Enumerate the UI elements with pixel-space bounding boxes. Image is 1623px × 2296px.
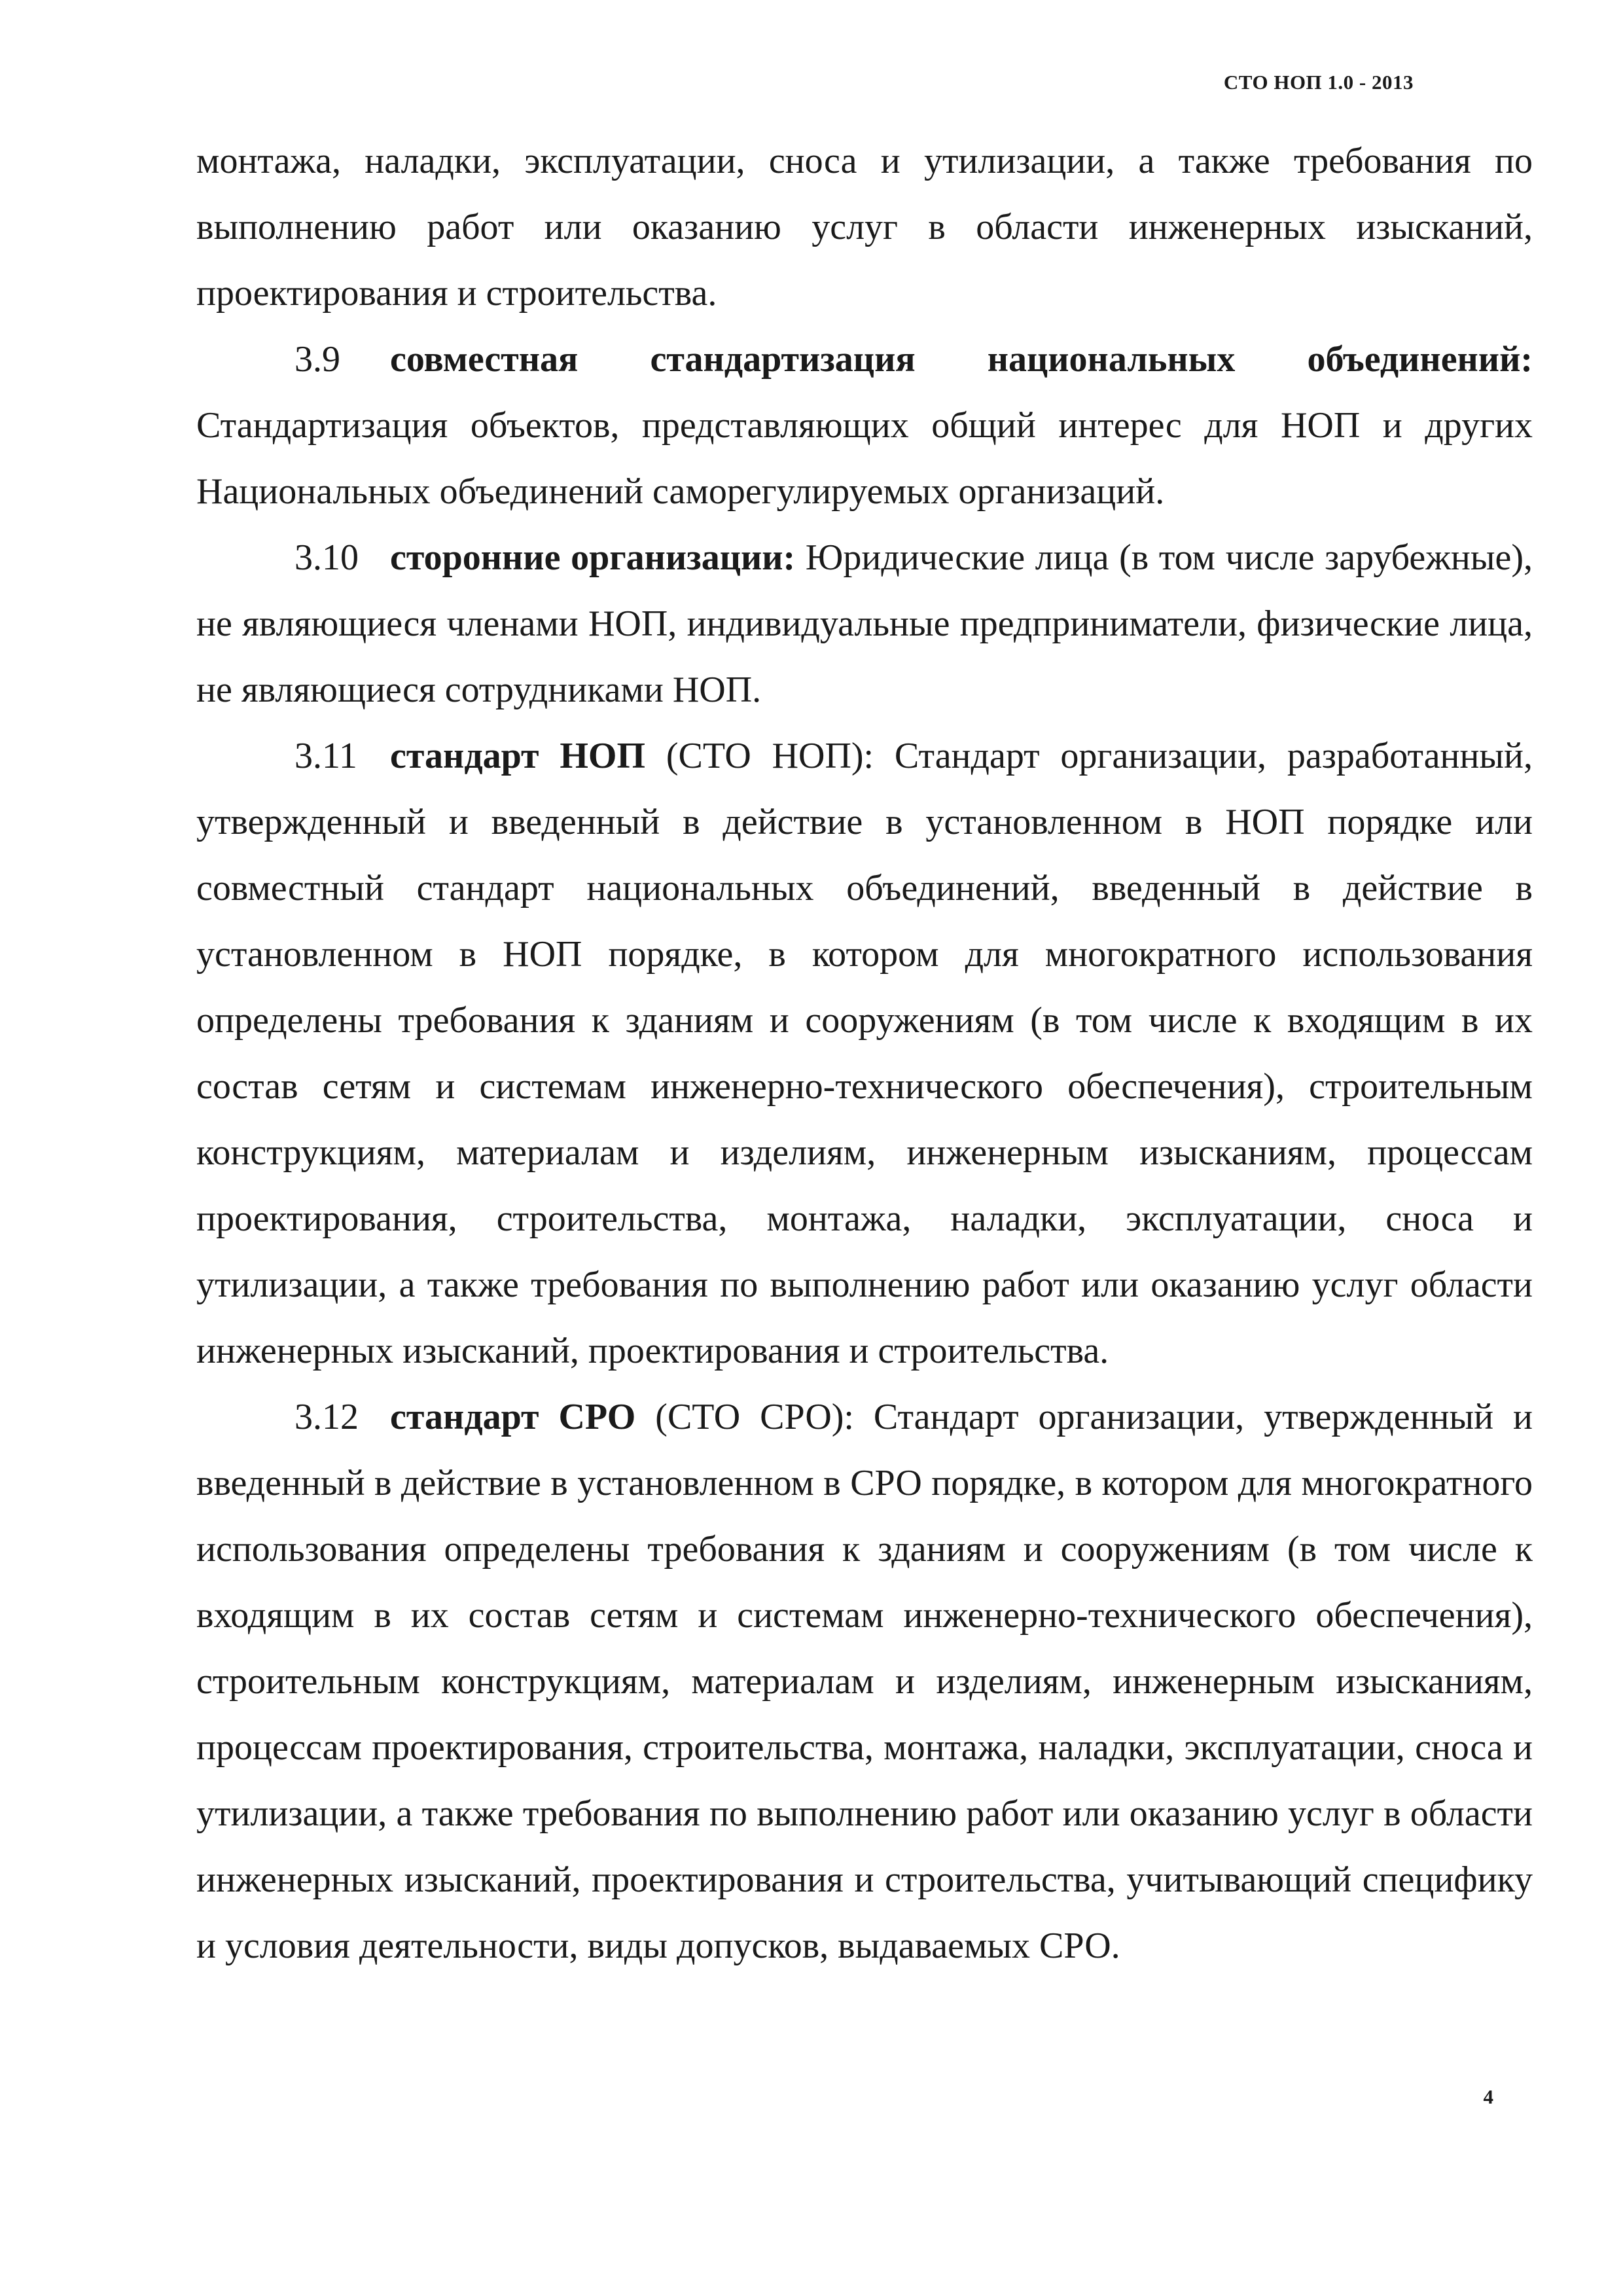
clause-3-9 — [196, 327, 1533, 525]
clause-number: 3.10 — [294, 537, 359, 578]
clause-term: стандарт НОП — [390, 736, 646, 776]
clause-3-12 — [196, 1384, 1533, 1979]
clause-definition: Стандартизация объектов, представляющих общий интерес для НОП и других Национальных объединений саморегулируемых организаций. — [196, 405, 1533, 512]
clause-3-11 — [196, 723, 1533, 1384]
document-body — [196, 128, 1533, 1979]
clause-definition: (СТО СРО): Стандарт организации, утвержденный и введенный в действие в установленном в СРО порядке, в котором для многократного использования определены требования к зданиям и сооружениям (в том числе к входящим в их состав сетям и системам инженерно-технического обеспечения), строительным конструкциям, материалам и изделиям, инженерным изысканиям, процессам проектирования, строительства, монтажа, наладки, эксплуатации, сноса и утилизации, а также требования по выполнению работ или оказанию услуг в области инженерных изысканий, проектирования и строительства, учитывающий специфику и условия деятельности, виды допусков, выдаваемых СРО. — [196, 1397, 1533, 1966]
clause-term: совместная стандартизация национальных объединений: — [390, 339, 1533, 380]
clause-number: 3.9 — [294, 339, 340, 380]
page-number: 4 — [1483, 2085, 1493, 2108]
clause-term: сторонние организации: — [390, 537, 796, 578]
clause-definition: Юридические лица (в том числе зарубежные), не являющиеся членами НОП, индивидуальные предприниматели, физические лица, не являющиеся сотрудниками НОП. — [196, 537, 1533, 710]
clause-3-10 — [196, 525, 1533, 723]
clause-number: 3.12 — [294, 1397, 359, 1437]
running-header-doc-code: СТО НОП 1.0 - 2013 — [1223, 71, 1414, 94]
continuation-paragraph: монтажа, наладки, эксплуатации, сноса и утилизации, а также требования по выполнению работ или оказанию услуг в области инженерных изысканий, проектирования и строительства. — [196, 141, 1533, 314]
clause-definition: (СТО НОП): Стандарт организации, разработанный, утвержденный и введенный в действие в установленном в НОП порядке или совместный стандарт национальных объединений, введенный в действие в установленном в НОП порядке, в котором для многократного использования определены требования к зданиям и сооружениям (в том числе к входящим в их состав сетям и системам инженерно-технического обеспечения), строительным конструкциям, материалам и изделиям, инженерным изысканиям, процессам проектирования, строительства, монтажа, наладки, эксплуатации, сноса и утилизации, а также требования по выполнению работ или оказанию услуг области инженерных изысканий, проектирования и строительства. — [196, 736, 1533, 1371]
clause-number: 3.11 — [294, 736, 357, 776]
clause-term: стандарт СРО — [390, 1397, 636, 1437]
